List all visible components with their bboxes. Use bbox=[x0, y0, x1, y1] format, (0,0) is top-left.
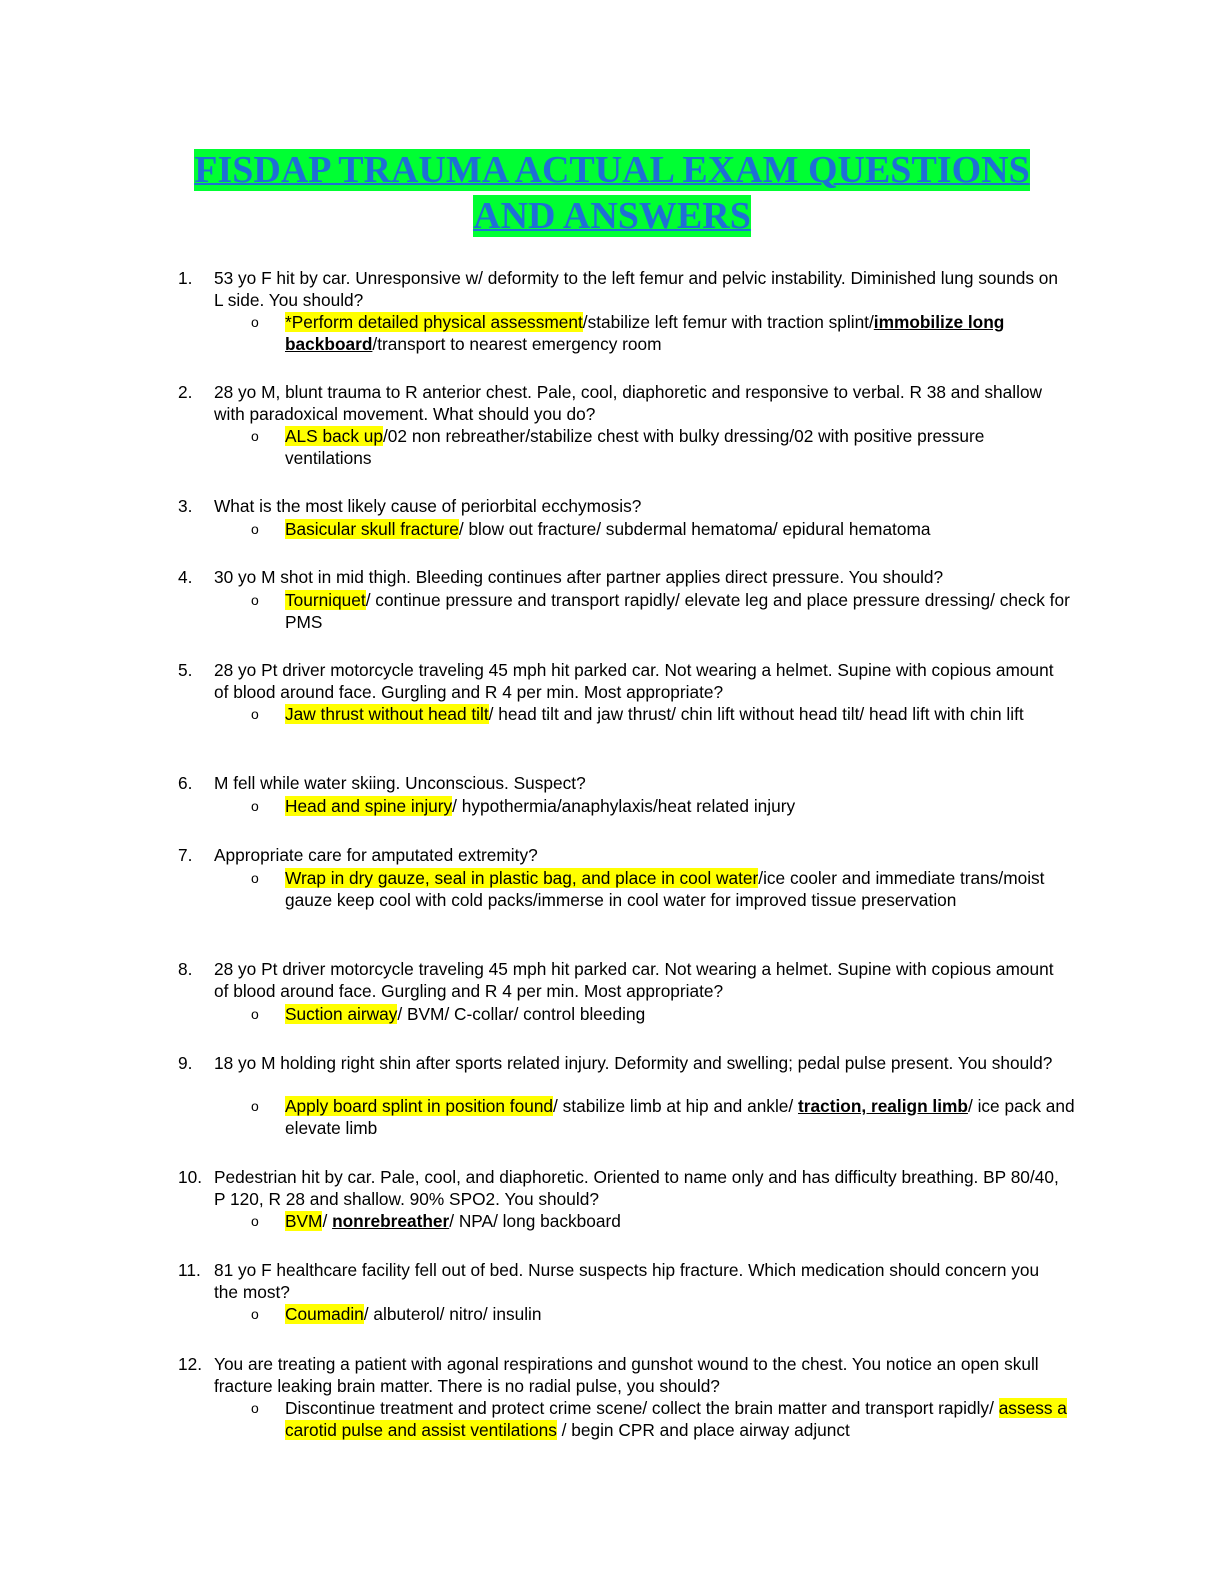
answer-segment: / hypothermia/anaphylaxis/heat related injury bbox=[452, 796, 796, 816]
emphasized-answer: nonrebreather bbox=[332, 1211, 450, 1231]
answer-segment: /transport to nearest emergency room bbox=[372, 334, 662, 354]
question-text: M fell while water skiing. Unconscious. Suspect? bbox=[214, 773, 586, 793]
answer-segment: / continue pressure and transport rapidly/ elevate leg and place pressure dressing/ check for PMS bbox=[285, 590, 1070, 632]
bullet-icon: o bbox=[251, 1306, 259, 1322]
answer-segment: / ice pack and elevate limb bbox=[285, 1096, 1075, 1138]
question-number: 9. bbox=[178, 1053, 193, 1073]
question-text: 30 yo M shot in mid thigh. Bleeding continues after partner applies direct pressure. You should? bbox=[214, 567, 944, 587]
answer-text bbox=[285, 867, 1075, 911]
correct-answer-highlight: Suction airway bbox=[285, 1004, 398, 1024]
question-number: 10. bbox=[178, 1167, 203, 1187]
question-text: Pedestrian hit by car. Pale, cool, and diaphoretic. Oriented to name only and has difficulty breathing. BP 80/40, P 120, R 28 and shallow. 90% SPO2. You should? bbox=[214, 1167, 1059, 1209]
correct-answer-highlight: assess a carotid pulse and assist ventilations bbox=[285, 1398, 1067, 1440]
answer-segment: / blow out fracture/ subdermal hematoma/ epidural hematoma bbox=[458, 519, 931, 539]
question-text: 28 yo Pt driver motorcycle traveling 45 mph hit parked car. Not wearing a helmet. Supine with copious amount of blood around face. Gurgling and R 4 per min. Most appropriate? bbox=[214, 660, 1054, 702]
answer-segment: /02 non rebreather/stabilize chest with bulky dressing/02 with positive pressure ventilations bbox=[285, 426, 985, 468]
correct-answer-highlight: Coumadin bbox=[285, 1304, 364, 1324]
question-number: 7. bbox=[178, 845, 193, 865]
answer-text bbox=[285, 1003, 1075, 1025]
answer-segment: / NPA/ long backboard bbox=[449, 1211, 621, 1231]
question-text: What is the most likely cause of periorbital ecchymosis? bbox=[214, 496, 642, 516]
answer-text bbox=[285, 425, 1075, 469]
emphasized-answer: traction, realign limb bbox=[798, 1096, 968, 1116]
answer-segment: / bbox=[322, 1211, 333, 1231]
answer-text bbox=[285, 1303, 1075, 1325]
question-number: 11. bbox=[178, 1260, 201, 1280]
title-line-1: FISDAP TRAUMA ACTUAL EXAM QUESTIONS bbox=[194, 149, 1030, 191]
question-text: You are treating a patient with agonal respirations and gunshot wound to the chest. You notice an open skull fracture leaking brain matter. There is no radial pulse, you should? bbox=[214, 1354, 1039, 1396]
question-text: 81 yo F healthcare facility fell out of bed. Nurse suspects hip fracture. Which medication should concern you the most? bbox=[214, 1260, 1040, 1302]
title-line-2: AND ANSWERS bbox=[473, 195, 751, 237]
answer-text bbox=[285, 311, 1075, 355]
question-number: 12. bbox=[178, 1354, 203, 1374]
question-number: 6. bbox=[178, 773, 193, 793]
answer-segment: /stabilize left femur with traction splint/ bbox=[582, 312, 874, 332]
answer-text bbox=[285, 1397, 1075, 1441]
correct-answer-highlight: ALS back up bbox=[285, 426, 383, 446]
page-title bbox=[0, 147, 1224, 239]
answer-segment: / BVM/ C-collar/ control bleeding bbox=[397, 1004, 646, 1024]
answer-text bbox=[285, 589, 1075, 633]
answer-segment: / stabilize limb at hip and ankle/ bbox=[553, 1096, 798, 1116]
answer-segment: / head tilt and jaw thrust/ chin lift without head tilt/ head lift with chin lift bbox=[488, 704, 1024, 724]
emphasized-answer: immobilize long backboard bbox=[285, 312, 1005, 354]
bullet-icon: o bbox=[251, 521, 259, 537]
answer-text bbox=[285, 795, 1075, 817]
bullet-icon: o bbox=[251, 870, 259, 886]
question-number: 1. bbox=[178, 268, 193, 288]
question-text: Appropriate care for amputated extremity? bbox=[214, 845, 538, 865]
bullet-icon: o bbox=[251, 1213, 259, 1229]
bullet-icon: o bbox=[251, 798, 259, 814]
answer-text bbox=[285, 1095, 1075, 1139]
question-number: 4. bbox=[178, 567, 193, 587]
correct-answer-highlight: *Perform detailed physical assessment bbox=[285, 312, 583, 332]
bullet-icon: o bbox=[251, 1400, 259, 1416]
correct-answer-highlight: Tourniquet bbox=[285, 590, 366, 610]
bullet-icon: o bbox=[251, 1098, 259, 1114]
answer-text bbox=[285, 703, 1075, 725]
answer-segment: /ice cooler and immediate trans/moist gauze keep cool with cold packs/immerse in cool water for improved tissue preservation bbox=[285, 868, 1045, 910]
answer-text bbox=[285, 518, 1075, 540]
correct-answer-highlight: Apply board splint in position found bbox=[285, 1096, 554, 1116]
answer-segment: Discontinue treatment and protect crime scene/ collect the brain matter and transport rapidly/ bbox=[285, 1398, 999, 1418]
correct-answer-highlight: Head and spine injury bbox=[285, 796, 453, 816]
question-number: 3. bbox=[178, 496, 193, 516]
question-text: 28 yo Pt driver motorcycle traveling 45 mph hit parked car. Not wearing a helmet. Supine with copious amount of blood around face. Gurgling and R 4 per min. Most appropriate? bbox=[214, 959, 1054, 1001]
answer-segment: / begin CPR and place airway adjunct bbox=[556, 1420, 850, 1440]
correct-answer-highlight: Jaw thrust without head tilt bbox=[285, 704, 489, 724]
bullet-icon: o bbox=[251, 706, 259, 722]
bullet-icon: o bbox=[251, 1006, 259, 1022]
question-text: 18 yo M holding right shin after sports related injury. Deformity and swelling; pedal pulse present. You should? bbox=[214, 1053, 1053, 1073]
question-number: 5. bbox=[178, 660, 193, 680]
bullet-icon: o bbox=[251, 592, 259, 608]
correct-answer-highlight: Basicular skull fracture bbox=[285, 519, 459, 539]
question-text: 28 yo M, blunt trauma to R anterior chest. Pale, cool, diaphoretic and responsive to verbal. R 38 and shallow with paradoxical movement. What should you do? bbox=[214, 382, 1043, 424]
correct-answer-highlight: BVM bbox=[285, 1211, 323, 1231]
correct-answer-highlight: Wrap in dry gauze, seal in plastic bag, and place in cool water bbox=[285, 868, 759, 888]
question-number: 8. bbox=[178, 959, 193, 979]
question-number: 2. bbox=[178, 382, 193, 402]
answer-segment: / albuterol/ nitro/ insulin bbox=[363, 1304, 542, 1324]
bullet-icon: o bbox=[251, 314, 259, 330]
bullet-icon: o bbox=[251, 428, 259, 444]
answer-text bbox=[285, 1210, 1075, 1232]
question-text: 53 yo F hit by car. Unresponsive w/ deformity to the left femur and pelvic instability. Diminished lung sounds on L side. You should? bbox=[214, 268, 1058, 310]
